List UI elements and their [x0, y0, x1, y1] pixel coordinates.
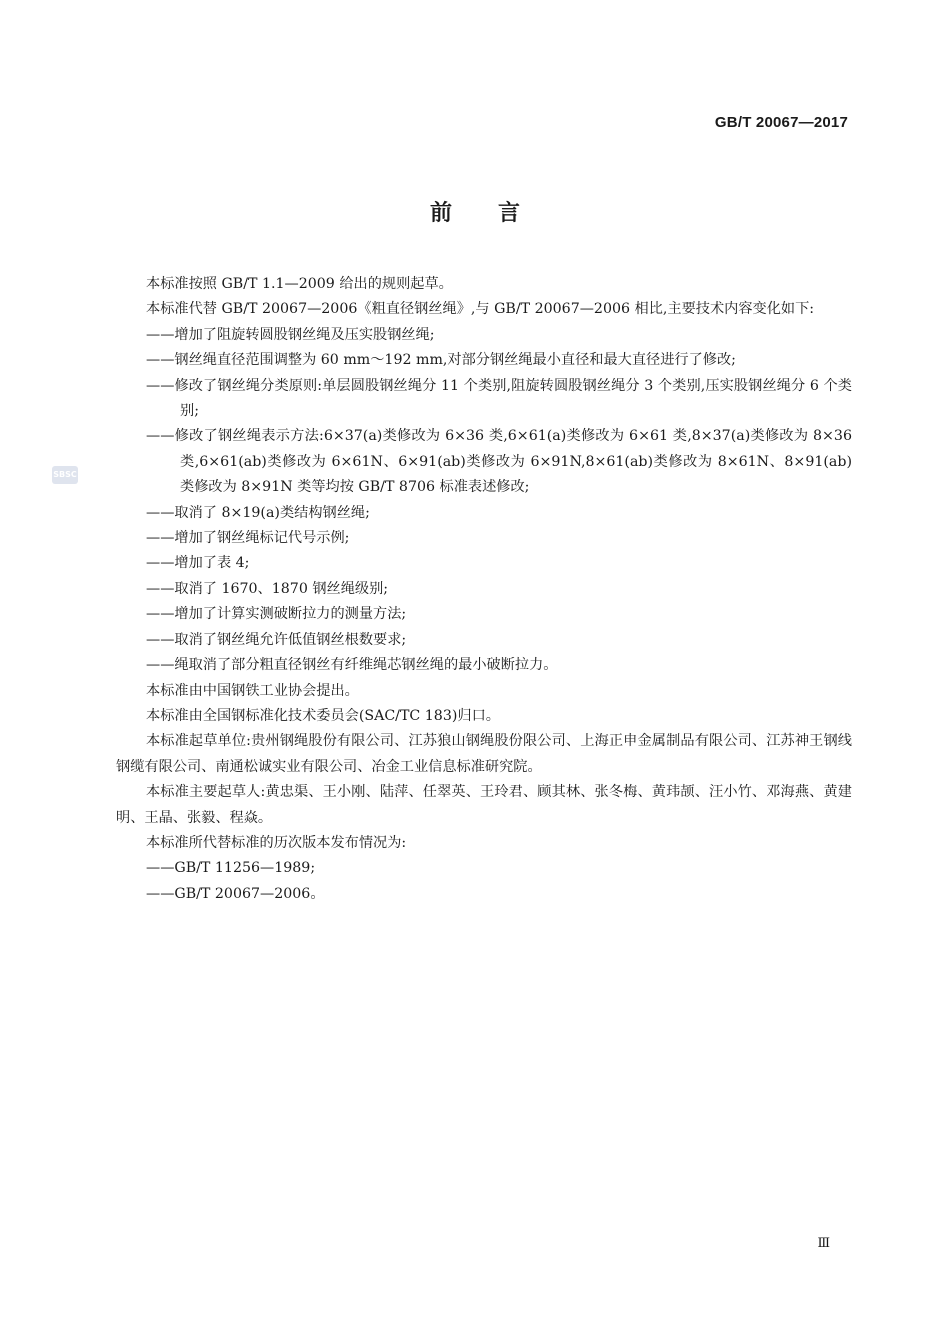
page-number: Ⅲ: [817, 1236, 830, 1251]
paragraph: 本标准由中国钢铁工业协会提出。: [146, 682, 359, 699]
paragraph: 本标准所代替标准的历次版本发布情况为:: [146, 834, 407, 851]
change-item: ——增加了表 4;: [146, 555, 250, 572]
change-item: ——修改了钢丝绳分类原则:单层圆股钢丝绳分 11 个类别,阻旋转圆股钢丝绳分 3 个类别,压实股钢丝绳分 6 个类别;: [146, 377, 852, 420]
history-item: ——GB/T 20067—2006。: [146, 885, 325, 902]
change-item: ——绳取消了部分粗直径钢丝有纤维绳芯钢丝绳的最小破断拉力。: [146, 657, 558, 674]
change-item: ——增加了计算实测破断拉力的测量方法;: [146, 606, 407, 623]
standard-code: GB/T 20067—2017: [714, 114, 848, 131]
change-item: ——取消了钢丝绳允许低值钢丝根数要求;: [146, 631, 407, 648]
paragraph: 本标准代替 GB/T 20067—2006《粗直径钢丝绳》,与 GB/T 20067—2006 相比,主要技术内容变化如下:: [146, 301, 815, 318]
change-item: ——取消了 8×19(a)类结构钢丝绳;: [146, 504, 370, 521]
page-title: 前言: [429, 201, 566, 226]
change-item: ——增加了阻旋转圆股钢丝绳及压实股钢丝绳;: [146, 326, 435, 343]
watermark-logo: SBSC: [52, 466, 78, 484]
paragraph: 本标准主要起草人:黄忠渠、王小刚、陆萍、任翠英、王玲君、顾其林、张冬梅、黄玮颉、汪小竹、邓海燕、黄建明、王晶、张毅、程焱。: [116, 784, 852, 826]
change-item: ——修改了钢丝绳表示方法:6×37(a)类修改为 6×36 类,6×61(a)类修改为 6×61 类,8×37(a)类修改为 8×36 类,6×61(ab)类修改为 6×61N、6×91(ab)类修改为 6×91N,8×61(ab)类修改为 8×61N、8×91(ab)类修改为 8×91N 类等均按 GB/T 8706 标准表述修改;: [146, 428, 852, 496]
foreword-body: [116, 272, 852, 907]
change-item: ——钢丝绳直径范围调整为 60 mm～192 mm,对部分钢丝绳最小直径和最大直径进行了修改;: [146, 352, 736, 369]
paragraph: 本标准起草单位:贵州钢绳股份有限公司、江苏狼山钢绳股份限公司、上海正申金属制品有限公司、江苏神王钢线钢缆有限公司、南通松诚实业有限公司、冶金工业信息标准研究院。: [116, 733, 852, 775]
paragraph: 本标准按照 GB/T 1.1—2009 给出的规则起草。: [146, 276, 453, 292]
change-item: ——取消了 1670、1870 钢丝绳级别;: [146, 580, 389, 597]
paragraph: 本标准由全国钢标准化技术委员会(SAC/TC 183)归口。: [146, 707, 500, 724]
change-item: ——增加了钢丝绳标记代号示例;: [146, 530, 350, 547]
history-item: ——GB/T 11256—1989;: [146, 860, 316, 877]
